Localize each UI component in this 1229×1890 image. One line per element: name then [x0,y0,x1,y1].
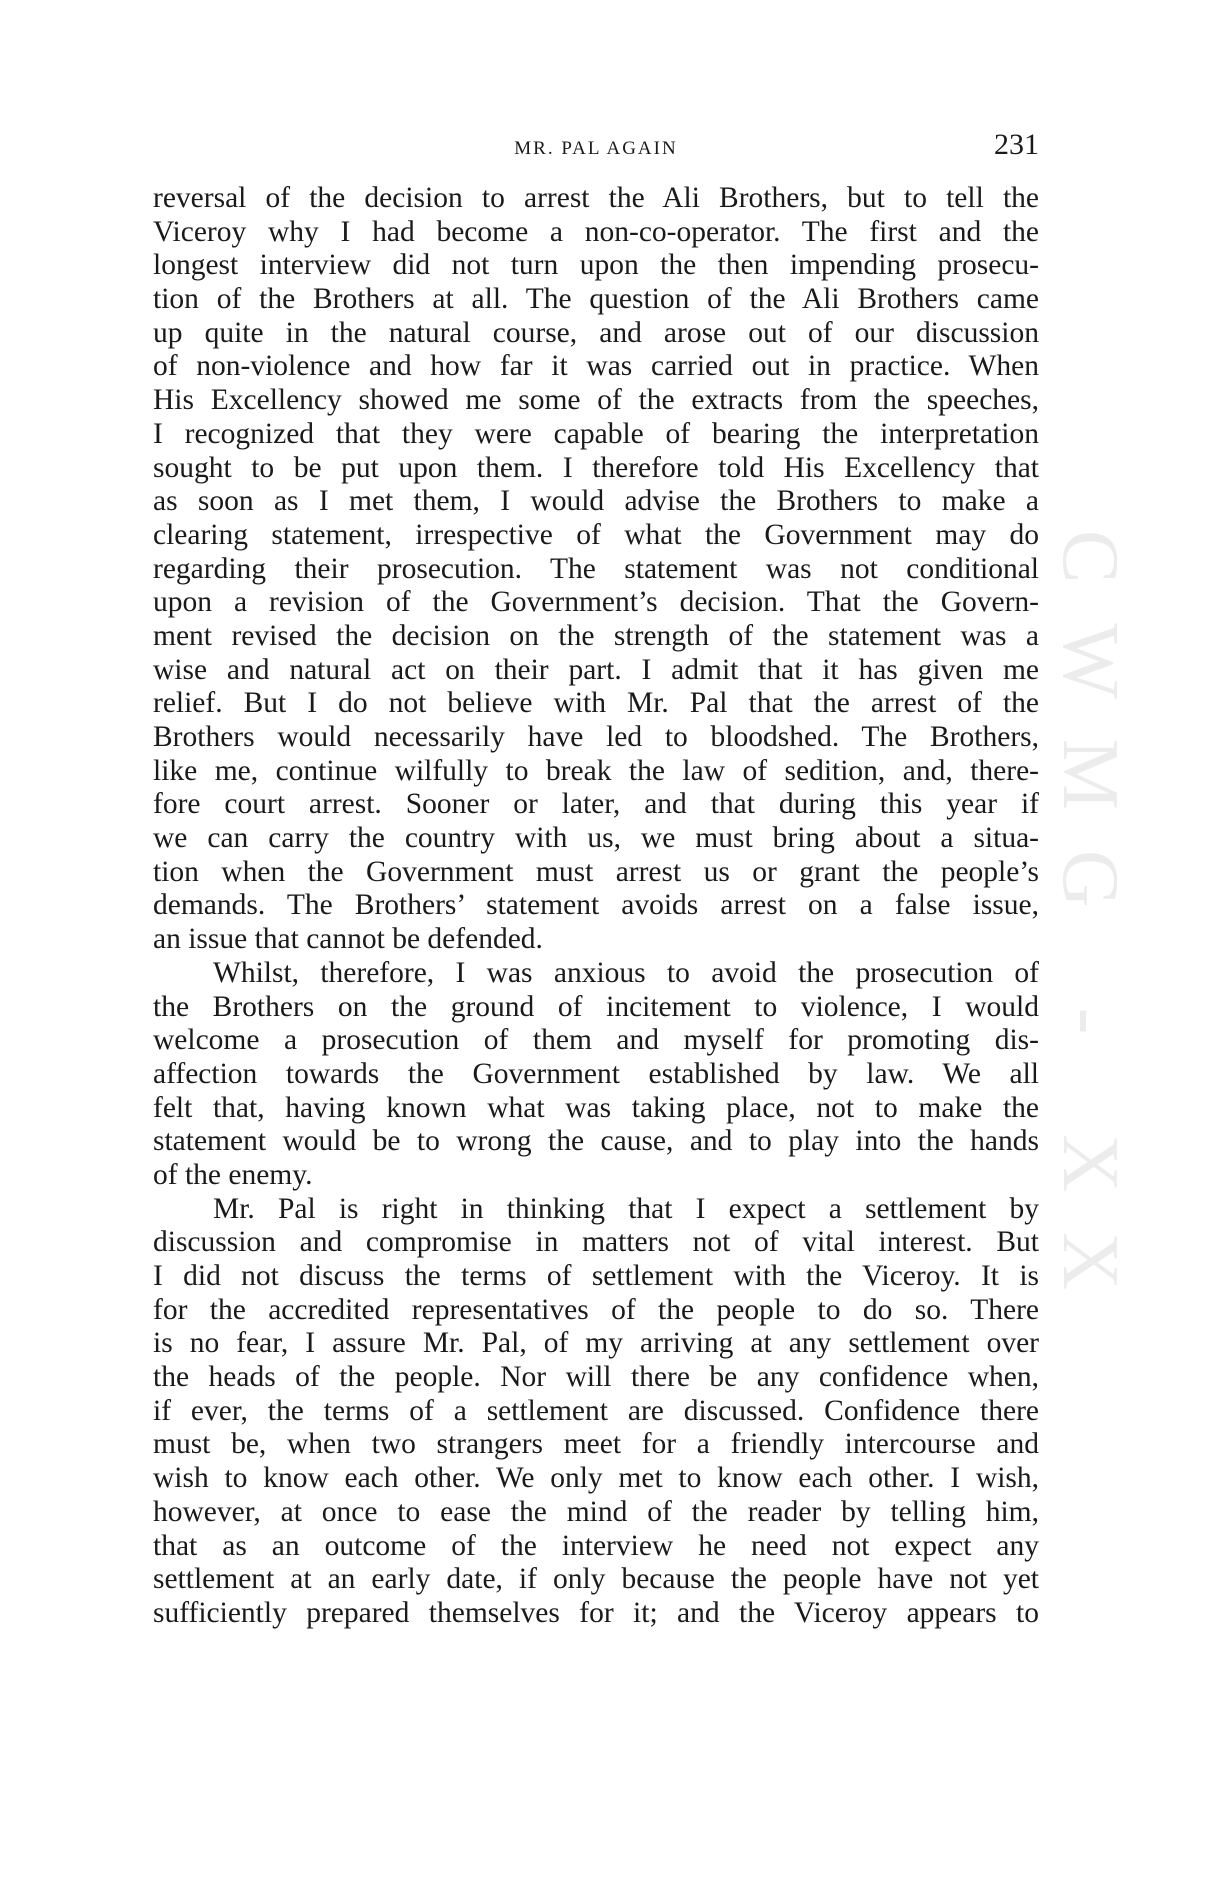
text-line: tion when the Government must arrest us or grant the people’s [153,855,1039,888]
running-title: MR. PAL AGAIN [514,138,678,159]
text-line: relief. But I do not believe with Mr. Pal that the arrest of the [153,687,1039,720]
text-line: if ever, the terms of a settlement are discussed. Confidence there [153,1394,1039,1427]
text-line: the heads of the people. Nor will there be any confidence when, [153,1361,1039,1394]
text-line: however, at once to ease the mind of the reader by telling him, [153,1495,1039,1528]
text-line: clearing statement, irrespective of what the Government may do [153,518,1039,551]
text-line: an issue that cannot be defended. [153,923,543,956]
text-line: Whilst, therefore, I was anxious to avoid the prosecution of [213,956,1039,989]
text-line: I did not discuss the terms of settlement with the Viceroy. It is [153,1260,1039,1292]
text-line: Mr. Pal is right in thinking that I expect a settlement by [213,1192,1039,1225]
text-line: tion of the Brothers at all. The question of the Ali Brothers came [153,283,1039,316]
text-line: regarding their prosecution. The statement was not conditional [153,552,1039,585]
text-line: that as an outcome of the interview he need not expect any [153,1529,1039,1562]
text-line: welcome a prosecution of them and myself for promoting dis- [153,1024,1039,1057]
text-line: settlement at an early date, if only because the people have not yet [153,1563,1039,1596]
text-line: sought to be put upon them. I therefore told His Excellency that [153,451,1039,484]
text-line: fore court arrest. Sooner or later, and that during this year if [153,788,1039,821]
text-line: is no fear, I assure Mr. Pal, of my arriving at any settlement over [153,1327,1039,1360]
text-line: discussion and compromise in matters not of vital interest. But [153,1226,1039,1259]
text-line: sufficiently prepared themselves for it; and the Viceroy appears to [153,1596,1039,1629]
text-line: as soon as I met them, I would advise the Brothers to make a [153,485,1039,518]
text-line: must be, when two strangers meet for a friendly intercourse and [153,1428,1039,1461]
text-line: reversal of the decision to arrest the Ali Brothers, but to tell the [153,182,1039,214]
text-line: up quite in the natural course, and arose out of our discussion [153,316,1039,349]
text-line: upon a revision of the Government’s decision. That the Govern- [153,586,1039,619]
text-line: His Excellency showed me some of the extracts from the speeches, [153,384,1039,417]
text-line: of the enemy. [153,1158,313,1191]
text-line: like me, continue wilfully to break the law of sedition, and, there- [153,754,1039,787]
text-line: of non-violence and how far it was carried out in practice. When [153,350,1039,383]
text-line: demands. The Brothers’ statement avoids arrest on a false issue, [153,889,1039,922]
watermark [1046,520,1134,1340]
text-line: wish to know each other. We only met to know each other. I wish, [153,1462,1039,1495]
watermark-text: CWMG - XX [1046,530,1134,1330]
page-header [153,128,1039,168]
page-number: 231 [994,128,1039,161]
text-line: Brothers would necessarily have led to bloodshed. The Brothers, [153,721,1039,753]
text-line: for the accredited representatives of the people to do so. There [153,1293,1039,1326]
text-line: ment revised the decision on the strength of the statement was a [153,619,1039,652]
text-line: the Brothers on the ground of incitement to violence, I would [153,990,1039,1023]
text-line: longest interview did not turn upon the then impending prosecu- [153,249,1039,282]
text-line: affection towards the Government established by law. We all [153,1057,1039,1090]
body-text [153,182,1039,1631]
text-line: statement would be to wrong the cause, and to play into the hands [153,1125,1039,1158]
text-line: Viceroy why I had become a non-co-operator. The first and the [153,215,1039,248]
text-line: felt that, having known what was taking place, not to make the [153,1091,1039,1124]
text-line: wise and natural act on their part. I admit that it has given me [153,653,1039,686]
text-line: I recognized that they were capable of bearing the interpretation [153,417,1039,450]
text-line: we can carry the country with us, we must bring about a situa- [153,822,1039,855]
